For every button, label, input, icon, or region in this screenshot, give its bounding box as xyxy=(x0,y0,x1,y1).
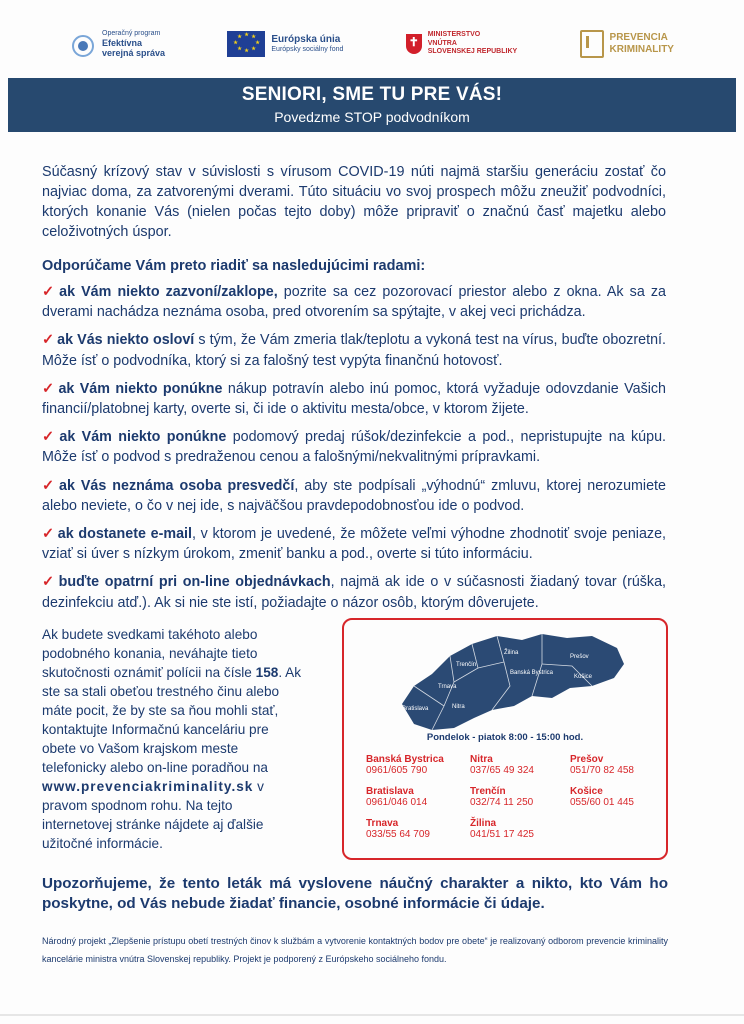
contact-phone[interactable]: 0961/605 790 xyxy=(366,765,428,776)
map-label: Žilina xyxy=(504,650,519,656)
tip-text: s tým, že Vám zmeria tlak/teplotu a vykoná test na vírus, buďte obozretní. Môže ísť o podvodníka, ktorý si za falošný test vypýta finančnú hotovosť. xyxy=(42,332,666,369)
prevencia-line2: KRIMINALITY xyxy=(609,44,674,55)
tip-bold: ak Vás niekto osloví xyxy=(57,332,195,349)
contact-city: Košice xyxy=(570,786,603,797)
map-label: Košice xyxy=(574,674,593,680)
contact-city: Banská Bystrica xyxy=(366,754,444,765)
slovak-crest-icon xyxy=(406,34,422,54)
contacts-grid xyxy=(366,754,656,840)
page-subtitle: Povedzme STOP podvodníkom xyxy=(274,109,470,125)
contact-city: Prešov xyxy=(570,754,604,765)
tip-item xyxy=(42,476,666,516)
logo-bar xyxy=(70,22,674,66)
page-title: SENIORI, SME TU PRE VÁS! xyxy=(241,84,503,105)
contact-phone[interactable]: 037/65 49 324 xyxy=(470,765,534,776)
opv-icon xyxy=(70,33,96,55)
map-label: Trnava xyxy=(438,684,457,690)
slovakia-map xyxy=(392,626,632,736)
contact-entry xyxy=(366,786,470,808)
contact-entry xyxy=(470,754,570,776)
tip-item xyxy=(42,572,666,612)
contact-phone[interactable]: 032/74 11 250 xyxy=(470,797,534,808)
contact-city: Bratislava xyxy=(366,786,414,797)
map-label: Prešov xyxy=(570,654,589,660)
contact-entry xyxy=(470,786,570,808)
contact-phone[interactable]: 033/55 64 709 xyxy=(366,829,430,840)
ministry-line1: MINISTERSTVO xyxy=(427,31,481,39)
check-icon: ✓ xyxy=(42,574,56,591)
prevencia-icon xyxy=(580,30,604,58)
project-footer: Národný projekt „Zlepšenie prístupu obetí trestných činov k službám a vytvorenie kontaktných bodov pre obete“ je realizovaný odborom prevencie kriminality kancelárie ministra vnútra Slovenskej republiky. Projekt je podporený z Európskeho sociálneho fondu. xyxy=(42,936,668,964)
report-text-1: Ak budete svedkami takéhoto alebo podobného konania, neváhajte tieto skutočnosti oznámiť polícii na čísle xyxy=(42,627,258,680)
check-icon: ✓ xyxy=(42,380,56,397)
prevencia-logo xyxy=(580,30,674,58)
website-link[interactable]: www.prevenciakriminality.sk xyxy=(42,779,254,794)
police-number: 158 xyxy=(255,665,279,680)
prevencia-line1: PREVENCIA xyxy=(609,32,668,43)
report-info-paragraph xyxy=(42,625,304,853)
contacts-box xyxy=(342,618,668,860)
opv-line2: Efektívna xyxy=(102,37,143,48)
title-banner xyxy=(8,78,736,132)
tip-bold: ak dostanete e-mail xyxy=(57,526,192,543)
tip-text: , najmä ak ide o v súčasnosti žiadaný tovar (rúška, dezinfekciu atď.). Ak si nie ste istí, požiadajte o názor osôb, ktorým dôverujete. xyxy=(42,574,667,611)
check-icon: ✓ xyxy=(42,332,55,349)
map-region xyxy=(402,634,624,730)
tip-item xyxy=(42,330,666,370)
opv-line3: verejná správa xyxy=(102,48,166,59)
tip-text: , v ktorom je uvedené, že môžete veľmi výhodne zhodnotiť svoje peniaze, vziať si úver s nízkym úrokom, zmeniť banku a pod., overte si túto informáciu. xyxy=(42,526,667,563)
tips-list xyxy=(42,282,666,621)
contact-city: Žilina xyxy=(470,818,497,829)
tip-item xyxy=(42,379,666,419)
map-label: Bratislava xyxy=(402,706,429,712)
check-icon: ✓ xyxy=(42,477,56,494)
tip-text: pozrite sa cez pozorovací priestor alebo z okna. Ak sa za dverami nachádza neznáma osoba, pred otvorením sa spýtajte, v akej veci prichádza. xyxy=(42,284,666,321)
contact-entry xyxy=(570,754,656,776)
intro-paragraph: Súčasný krízový stav v súvislosti s vírusom COVID-19 núti najmä staršiu generáciu zostať čo najviac doma, za zatvorenými dverami. Túto situáciu vo svoj prospech môžu zneužiť podvodníci, ktorých konanie Vás (nielen počas tejto doby) môže pripraviť o značnú časť majetku alebo celoživotných úspor. xyxy=(42,164,666,240)
tip-item xyxy=(42,282,666,322)
eu-line2: Európsky sociálny fond xyxy=(271,45,344,53)
ministry-line2: VNÚTRA xyxy=(427,39,457,47)
opv-line1: Operačný program xyxy=(102,29,161,37)
check-icon: ✓ xyxy=(42,429,57,446)
tip-bold: ak Vás neznáma osoba presvedčí xyxy=(59,477,295,494)
contact-entry xyxy=(366,818,470,840)
tip-item xyxy=(42,427,666,467)
tip-bold: ak Vám niekto zazvoní/zaklope, xyxy=(59,284,278,300)
eu-flag-icon: ★ ★ ★ ★ ★ ★ ★ ★ xyxy=(227,31,265,57)
report-text-3: v pravom spodnom rohu. Na tejto internetovej stránke nájdete aj ďalšie užitočné informácie. xyxy=(42,779,264,851)
contact-phone[interactable]: 0961/046 014 xyxy=(366,797,428,808)
contact-city: Trnava xyxy=(366,818,399,829)
opv-logo xyxy=(70,30,165,59)
contact-city: Trenčín xyxy=(470,786,506,797)
report-text-2: . Ak ste sa stali obeťou trestného činu alebo máte pocit, že by ste sa ňou mohli stať, kontaktujte Informačnú kanceláriu pre obete vo Vašom krajskom meste telefonicky alebo on-line poradňou na xyxy=(42,665,301,775)
contact-phone[interactable]: 055/60 01 445 xyxy=(570,797,634,808)
map-label: Banská Bystrica xyxy=(510,670,554,676)
check-icon: ✓ xyxy=(42,526,55,543)
contact-phone[interactable]: 041/51 17 425 xyxy=(470,829,534,840)
warning-paragraph: Upozorňujeme, že tento leták má vyslovene náučný charakter a nikto, kto Vám ho poskytne, od Vás nebude žiadať financie, osobné informácie či údaje. xyxy=(42,875,668,912)
check-icon: ✓ xyxy=(42,284,57,300)
ministry-logo xyxy=(406,31,517,56)
office-hours: Pondelok - piatok 8:00 - 15:00 hod. xyxy=(426,732,584,743)
tip-text: podomový predaj rúšok/dezinfekcie a pod., nepristupujte na kúpu. Môže ísť o podvod s predraženou cenou a falošnými/nekvalitnými prípravkami. xyxy=(42,429,666,466)
contact-entry xyxy=(366,754,470,776)
eu-logo xyxy=(227,31,343,57)
contact-entry xyxy=(570,786,656,808)
eu-line1: Európska únia xyxy=(271,34,341,46)
page-edge-divider xyxy=(0,1014,744,1016)
tip-bold: ak Vám niekto ponúkne xyxy=(58,380,223,397)
tip-bold: ak Vám niekto ponúkne xyxy=(59,429,227,446)
contact-entry xyxy=(470,818,570,840)
recommendations-heading: Odporúčame Vám preto riadiť sa nasledujúcimi radami: xyxy=(42,258,426,274)
contact-city: Nitra xyxy=(470,754,493,765)
tip-text: , aby ste podpísali „výhodnú“ zmluvu, ktorej nerozumiete alebo neviete, o čo v nej ide, s najväčšou pravdepodobnosťou ide o podvod. xyxy=(42,477,666,514)
map-label: Nitra xyxy=(452,704,465,710)
ministry-line3: SLOVENSKEJ REPUBLIKY xyxy=(427,48,518,56)
map-label: Trenčín xyxy=(456,662,477,668)
tip-item xyxy=(42,524,666,564)
tip-bold: buďte opatrní pri on-line objednávkach xyxy=(58,574,331,591)
contact-phone[interactable]: 051/70 82 458 xyxy=(570,765,634,776)
tip-text: nákup potravín alebo inú pomoc, ktorá vyžaduje odovzdanie Vašich financií/platobnej karty, overte si, či ide o aktivitu mesta/obce, v ktorom žijete. xyxy=(42,380,666,418)
